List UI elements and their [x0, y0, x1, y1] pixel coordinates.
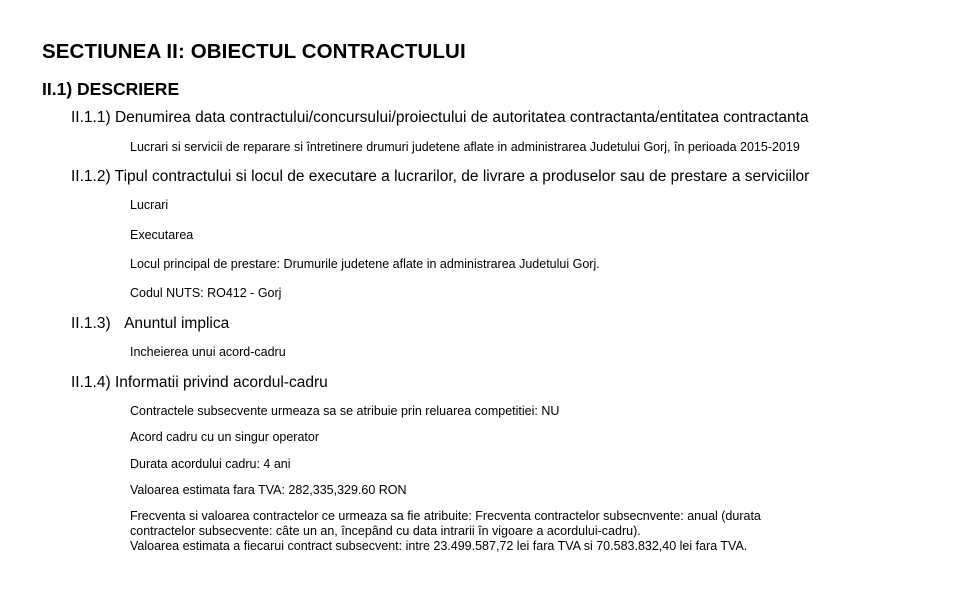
item-heading-4 — [71, 374, 328, 392]
item-title: Anuntul implica — [124, 315, 230, 332]
paragraph-line: Valoarea estimata a fiecarui contract subsecvent: intre 23.499.587,72 lei fara TVA si 70.583.832,40 lei fara TVA. — [130, 539, 748, 553]
paragraph-line: Frecventa si valoarea contractelor ce urmeaza sa fie atribuite: Frecventa contractelor subsecnvente: anual (durata — [130, 509, 761, 523]
paragraph-line: contractelor subsecvente: câte un an, începând cu data intrarii în vigoare a acordului-cadru). — [130, 524, 641, 538]
frequency-paragraph — [130, 509, 890, 554]
item-text: Incheierea unui acord-cadru — [130, 345, 286, 359]
item-heading-1 — [71, 109, 809, 127]
item-number: II.1.2) — [71, 168, 111, 185]
subsection-heading: II.1) DESCRIERE — [42, 79, 180, 99]
item-text: Valoarea estimata fara TVA: 282,335,329.60 RON — [130, 483, 407, 497]
item-number: II.1.3) — [71, 315, 111, 332]
item-text: Durata acordului cadru: 4 ani — [130, 457, 291, 471]
item-heading-3 — [71, 315, 229, 333]
item-heading-2 — [71, 168, 809, 186]
item-number: II.1.1) — [71, 109, 111, 126]
item-text: Codul NUTS: RO412 - Gorj — [130, 286, 282, 300]
item-text: Locul principal de prestare: Drumurile judetene aflate in administrarea Judetului Gorj. — [130, 257, 600, 271]
item-title: Informatii privind acordul-cadru — [114, 374, 328, 391]
section-title: SECTIUNEA II: OBIECTUL CONTRACTULUI — [42, 40, 466, 63]
item-title: Denumirea data contractului/concursului/proiectului de autoritatea contractanta/entitatea contractanta — [114, 109, 809, 126]
item-text: Acord cadru cu un singur operator — [130, 430, 319, 444]
item-title: Tipul contractului si locul de executare a lucrarilor, de livrare a produselor sau de prestare a serviciilor — [114, 168, 810, 185]
item-text: Executarea — [130, 228, 194, 242]
item-text: Contractele subsecvente urmeaza sa se atribuie prin reluarea competitiei: NU — [130, 404, 560, 418]
item-text: Lucrari si servicii de reparare si întretinere drumuri judetene aflate in administrarea Judetului Gorj, în perioada 2015-2019 — [130, 140, 800, 154]
item-text: Lucrari — [130, 198, 169, 212]
item-number: II.1.4) — [71, 374, 111, 391]
